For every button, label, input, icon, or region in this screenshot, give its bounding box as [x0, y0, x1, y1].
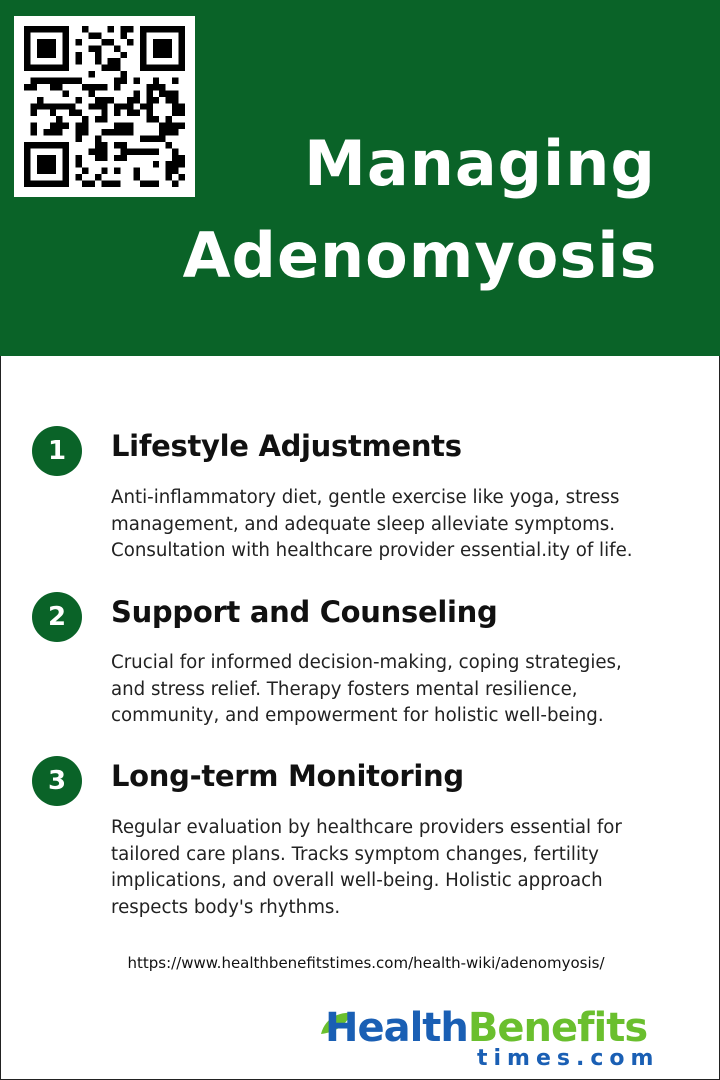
logo-subtitle: times.com [477, 1046, 660, 1071]
body-line: Crucial for informed decision-making, coping strategies, [111, 652, 622, 673]
body-line: implications, and overall well-being. Holistic approach [111, 870, 603, 891]
section-heading: Long-term Monitoring [111, 759, 464, 793]
body-line: management, and adequate sleep alleviate symptoms. [111, 513, 616, 535]
body-line: Anti-inflammatory diet, gentle exercise like yoga, stress [111, 487, 620, 508]
section-body [111, 815, 701, 921]
body-line: and stress relief. Therapy fosters mental resilience, [111, 678, 578, 700]
body-line: community, and empowerment for holistic well-being. [111, 705, 604, 726]
body-line: respects body's rhythms. [111, 896, 341, 918]
title-line-2: Adenomyosis [182, 219, 658, 292]
brand-logo[interactable] [325, 1004, 665, 1074]
logo-wordmark [325, 1004, 647, 1052]
section-body [111, 650, 701, 730]
body-line: tailored care plans. Tracks symptom changes, fertility [111, 843, 599, 865]
section-body [111, 485, 701, 565]
section-heading: Support and Counseling [111, 595, 498, 629]
logo-health: Health [325, 1005, 468, 1051]
page-title [160, 118, 680, 302]
body-line: Regular evaluation by healthcare providers essential for [111, 817, 622, 838]
step-number-badge: 3 [32, 756, 82, 806]
step-number-badge: 1 [32, 426, 82, 476]
source-url-link[interactable]: https://www.healthbenefitstimes.com/health-wiki/adenomyosis/ [127, 954, 605, 972]
title-line-1: Managing [304, 127, 656, 200]
body-line: Consultation with healthcare provider essential.ity of life. [111, 540, 633, 561]
header-banner [0, 0, 720, 356]
logo-benefits: Benefits [467, 1005, 648, 1051]
section-heading: Lifestyle Adjustments [111, 429, 462, 463]
step-number-badge: 2 [32, 592, 82, 642]
